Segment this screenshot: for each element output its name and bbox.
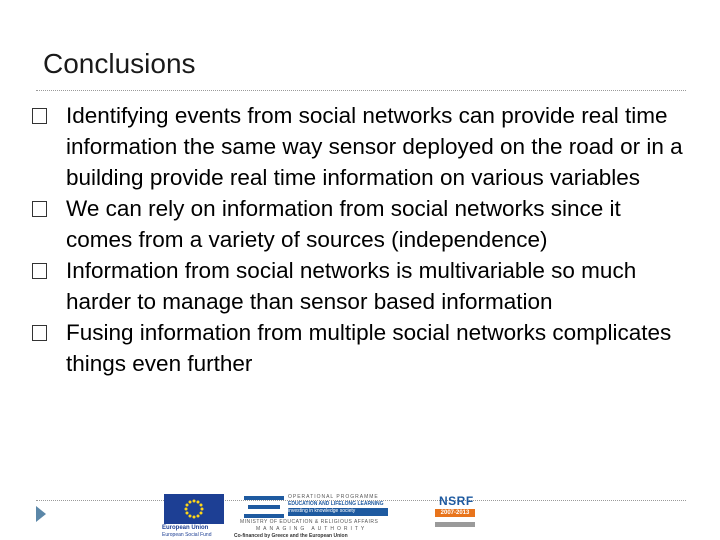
- bullet-item: [32, 193, 692, 255]
- page-title: Conclusions: [43, 48, 196, 79]
- title-divider: [36, 90, 686, 91]
- checkbox-bullet-icon: [32, 108, 47, 124]
- cofinanced-label: Co-financed by Greece and the European Union: [234, 533, 348, 539]
- programme-title: OPERATIONAL PROGRAMME: [288, 494, 379, 500]
- slide-nav-arrow-icon[interactable]: [36, 506, 46, 522]
- bullet-item: [32, 255, 692, 317]
- bullet-list: [32, 100, 692, 379]
- programme-subtitle: EDUCATION AND LIFELONG LEARNING: [288, 501, 384, 507]
- eu-label: European Union: [162, 525, 209, 531]
- nsrf-label: NSRF: [439, 494, 474, 508]
- bullet-item: [32, 317, 692, 379]
- authority-label: MANAGING AUTHORITY: [256, 526, 368, 532]
- education-programme-icon: [244, 496, 284, 518]
- checkbox-bullet-icon: [32, 263, 47, 279]
- eu-flag-icon: [164, 494, 224, 524]
- nsrf-caption-bar: [435, 522, 475, 527]
- nsrf-logo: [435, 494, 475, 520]
- bullet-text: Information from social networks is multivariable so much harder to manage than sensor based information: [66, 258, 637, 314]
- bullet-text: We can rely on information from social networks since it comes from a variety of sources (independence): [66, 196, 621, 252]
- bullet-item: [32, 100, 692, 193]
- checkbox-bullet-icon: [32, 325, 47, 341]
- sponsor-logo-strip: [160, 492, 560, 538]
- bullet-text: Identifying events from social networks can provide real time information the same way sensor deployed on the road or in a building provide real time information on various variables: [66, 103, 683, 190]
- bullet-text: Fusing information from multiple social networks complicates things even further: [66, 320, 672, 376]
- esf-label: European Social Fund: [162, 532, 212, 538]
- programme-tagline: investing in knowledge society: [288, 508, 388, 516]
- nsrf-years: 2007-2013: [435, 509, 475, 517]
- checkbox-bullet-icon: [32, 201, 47, 217]
- ministry-label: MINISTRY OF EDUCATION & RELIGIOUS AFFAIRS: [240, 519, 379, 525]
